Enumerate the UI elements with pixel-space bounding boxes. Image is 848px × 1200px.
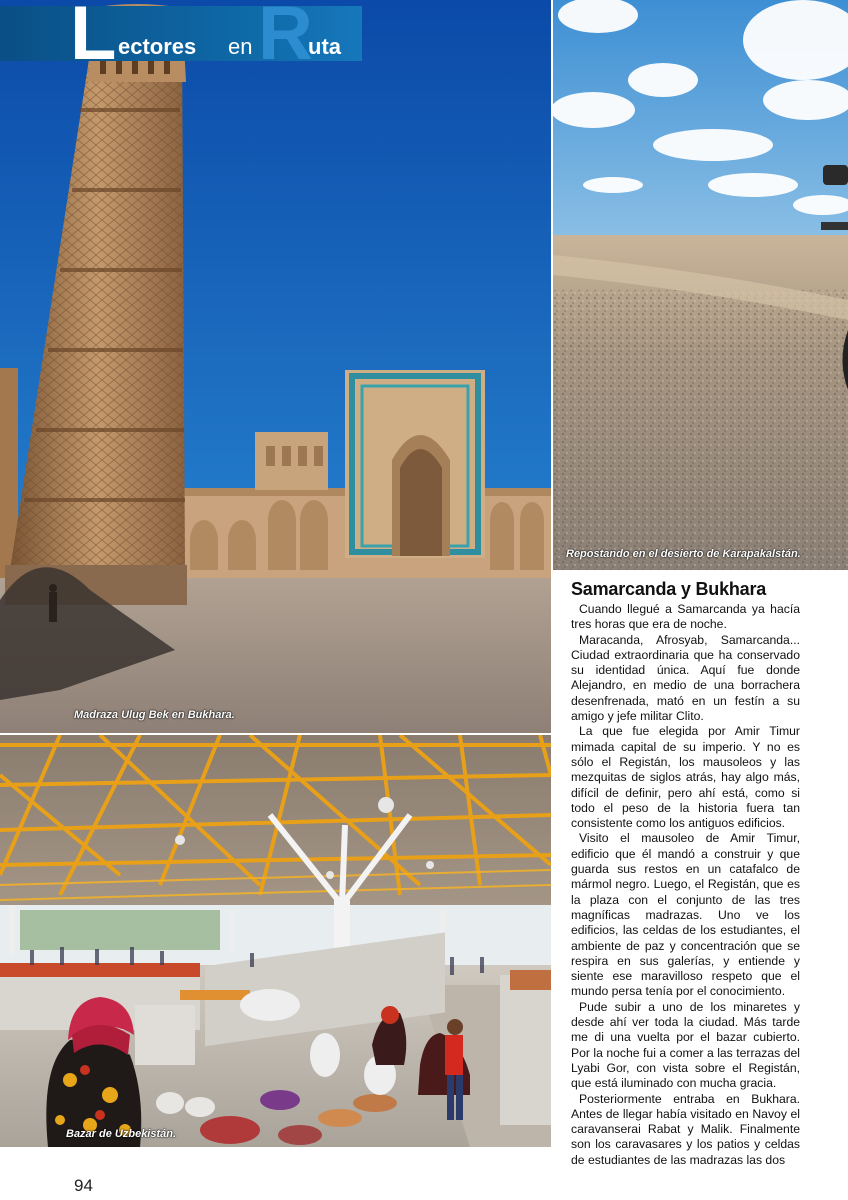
bazaar-photo: [0, 735, 551, 1147]
article-paragraph: Posteriormente entraba en Bukhara. Antes de llegar había visitado en Navoy el caravanserai Rabat y Malik. Finalmente son los caravasares y los patios y celdas de estudiantes de las madrazas las dos: [571, 1091, 800, 1167]
page-number: 94: [74, 1176, 93, 1195]
bazaar-photo-caption: Bazar de Uzbekistán.: [66, 1128, 177, 1140]
article-paragraph: Maracanda, Afrosyab, Samarcanda... Ciudad extraordinaria que ha conservado su identidad única. Aquí fue donde Alejandro, en medio de una borrachera desenfrenada, mató en un festín a su amigo y jefe militar Clito.: [571, 632, 800, 724]
desert-photo: [553, 0, 848, 570]
banner-word-uta: uta: [308, 34, 341, 59]
article-title: Samarcanda y Bukhara: [571, 579, 767, 599]
bazaar-photo-illustration: [0, 735, 551, 1147]
banner-letter-r: R: [258, 0, 313, 76]
minaret-photo-illustration: [0, 0, 551, 733]
section-banner: [0, 0, 362, 76]
article-paragraph: Pude subir a uno de los minaretes y desde ahí ver toda la ciudad. Más tarde me di una vuelta por el bazar cubierto. Por la noche fui a comer a las terrazas del Lyabi Gor, con vista sobre el Registán, que está iluminado con mucha gracia.: [571, 999, 800, 1091]
article-column: [571, 578, 800, 1168]
desert-photo-illustration: [553, 0, 848, 570]
minaret-photo-caption: Madraza Ulug Bek en Bukhara.: [74, 709, 235, 721]
article-paragraph: Visito el mausoleo de Amir Timur, edificio que él mandó a construir y que guarda sus restos en un catafalco de mármol negro. Luego, el Registán, que es la plaza con el conjunto de las tres magníficas madrazas. Uno ve los edificios, las celdas de los estudiantes, el ambiente de paz y concentración que se respira en sus galerías, y entiende y siente ese maravilloso respeto que el mundo persa tenía por el conocimiento.: [571, 831, 800, 999]
banner-letter-l: L: [70, 0, 117, 76]
banner-word-en: en: [228, 34, 253, 59]
article-paragraph: Cuando llegué a Samarcanda ya hacía tres horas que era de noche.: [571, 602, 800, 632]
banner-word-lectores: ectores: [118, 34, 197, 59]
desert-photo-caption: Repostando en el desierto de Karapakalstán.: [566, 548, 801, 560]
article-paragraph: La que fue elegida por Amir Timur mimada capital de su imperio. Y no es sólo el Registán, los mausoleos y las mezquitas de siglos atrás, hay algo más, difícil de definir, pero ahí está, como si todo el peso de la historia fuera tan consistente como los antiguos edificios.: [571, 724, 800, 831]
minaret-photo: [0, 0, 551, 733]
